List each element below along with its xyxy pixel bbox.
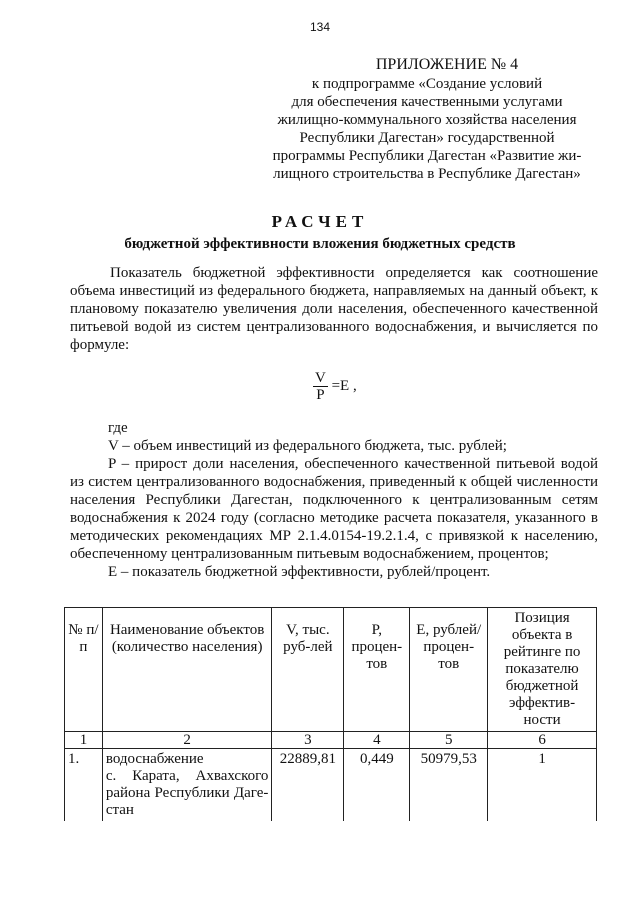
appendix-line: лищного строительства в Республике Дагестан» [273,166,581,182]
table-row [65,749,597,822]
row-name-line2: с. Карата, Ахвахского района Республики Даге-стан [105,768,269,818]
appendix-line: программы Республики Дагестан «Развитие жи- [272,148,582,164]
row-name-line1: водоснабжение [105,751,204,767]
row-p: 0,449 [344,749,410,822]
row-name [102,749,272,822]
appendix-line: для обеспечения качественными услугами [291,94,563,110]
column-number: 4 [344,732,410,749]
header-num: № п/п [65,608,103,732]
column-number: 1 [65,732,103,749]
formula-fraction [313,370,328,403]
appendix-line: к подпрограмме «Создание условий [311,76,543,92]
appendix-title: ПРИЛОЖЕНИЕ № 4 [375,56,519,73]
appendix-block [262,56,592,183]
header-name: Наименование объектов (количество населения) [102,608,272,732]
header-e: E, рублей/ процен-тов [410,608,488,732]
intro-paragraph [70,264,598,354]
formula-result: =E , [331,378,357,394]
column-number: 6 [488,732,597,749]
heading-title: РАСЧЕТ [271,212,369,231]
row-num: 1. [65,749,103,822]
appendix-line: жилищно-коммунального хозяйства населения [277,112,577,128]
header-v: V, тыс. руб-лей [272,608,344,732]
formula-denominator: P [316,387,325,403]
column-number: 2 [102,732,272,749]
efficiency-table [64,607,597,821]
row-rank: 1 [488,749,597,822]
intro-text: Показатель бюджетной эффективности определяется как соотношение объема инвестиций из федерального бюджета, направляемых на данный объект, к плановому показателю увеличения доли населения, обеспеченного качественной питьевой водой из систем централизованного водоснабжения, и вычисляется по формуле: [70,265,598,353]
formula-numerator: V [315,370,326,386]
appendix-line: Республики Дагестан» государственной [299,130,555,146]
header-rank: Позиция объекта в рейтинге по показателю бюджетной эффектив-ности [488,608,597,732]
column-number-row [65,732,597,749]
definition-e: E – показатель бюджетной эффективности, рублей/процент. [108,564,491,580]
page-number: 134 [309,20,331,34]
formula [313,370,357,403]
document-heading [0,212,640,254]
header-p: P, процен-тов [344,608,410,732]
heading-subtitle: бюджетной эффективности вложения бюджетных средств [124,236,516,252]
definition-p: P – прирост доли населения, обеспеченного качественной питьевой водой из систем централизованного водоснабжения, приведенный к общей численности населения Республики Дагестан, подключенного к централизованным сетям водоснабжения к 2024 году (согласно методике расчета показателя, указанного в методических рекомендациях МР 2.1.4.0154-19.2.1.4, с привязкой к населению, обеспеченному централизованным питьевым водоснабжением, процентов; [70,456,598,562]
column-number: 5 [410,732,488,749]
row-v: 22889,81 [272,749,344,822]
table-header-row [65,608,597,732]
column-number: 3 [272,732,344,749]
definition-where: где [108,420,128,436]
row-e: 50979,53 [410,749,488,822]
definition-v: V – объем инвестиций из федерального бюджета, тыс. рублей; [108,438,507,454]
definitions [70,419,598,581]
